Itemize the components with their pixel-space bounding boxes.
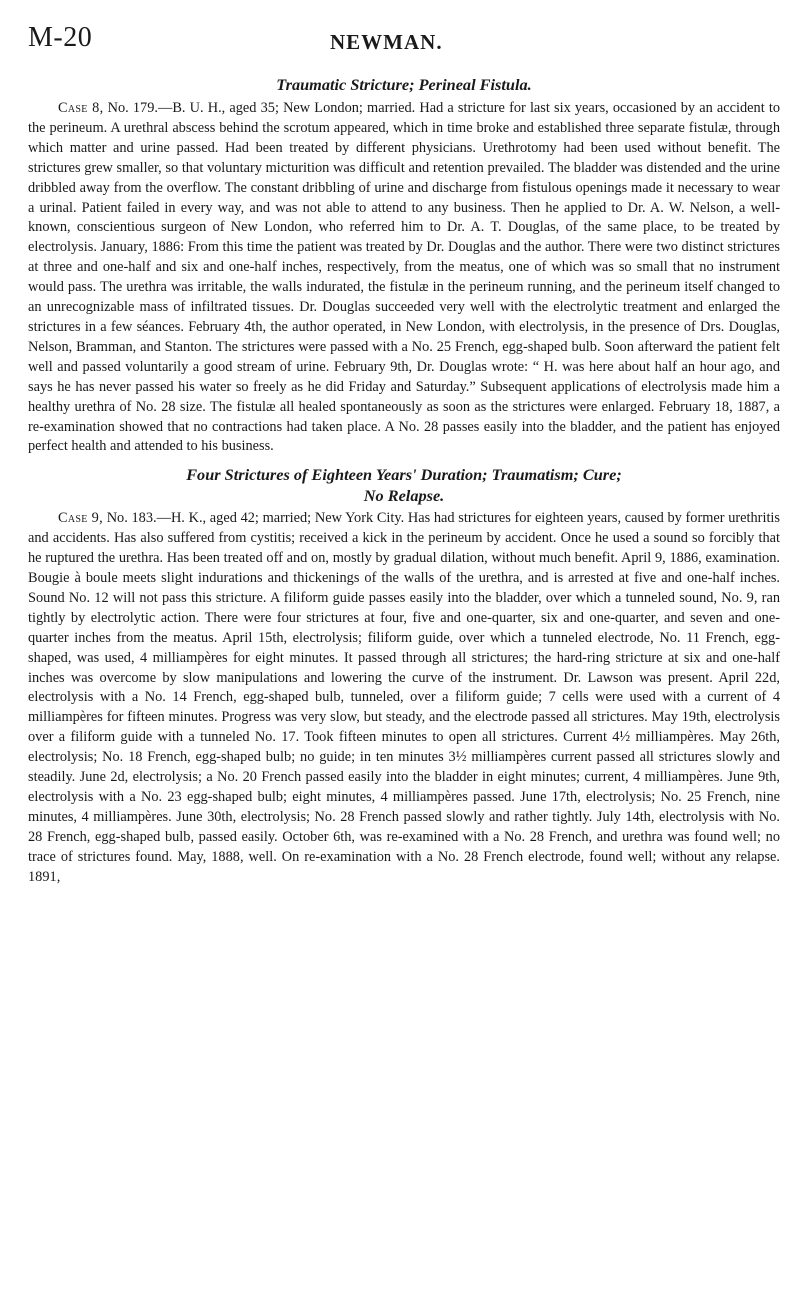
section-subtitle: No Relapse.: [363, 485, 445, 505]
case-body: No. 179.—B. U. H., aged 35; New London; married. Had a stricture for last six years, occasioned by an accident to the perineum. A urethral abscess behind the scrotum appeared, which in time broke and established three separate fistulæ, through which matter and urine passed. Had been treated by different physicians. Urethrotomy had been used without benefit. The strictures grew smaller, so that voluntary micturition was difficult and retention prevailed. The bladder was distended and the urine dribbled away from the overflow. The constant dribbling of urine and discharge from fistulous openings made it necessary to wear a urinal. Patient failed in every way, and was not able to attend to any business. Then he applied to Dr. A. W. Nelson, a well-known, conscientious surgeon of New London, who referred him to Dr. A. T. Douglas, of the same place, to be treated by electrolysis. January, 1886: From this time the patient was treated by Dr. Douglas and the author. There were two distinct strictures at three and one-half and six and one-half inches, respectively, from the meatus, one of which was so small that no instrument would pass. The urethra was irritable, the walls indurated, the fistulæ in the perineum running, and the perineum itself changed to an unrecognizable mass of infiltrated tissues. Dr. Douglas succeeded very well with the electrolytic treatment and enlarged the strictures in a few séances. February 4th, the author operated, in New London, with electrolysis, in the presence of Drs. Douglas, Nelson, Bramman, and Stanton. The strictures were passed with a No. 25 French, egg-shaped bulb. Soon afterward the patient felt well and passed voluntarily a good stream of urine. February 9th, Dr. Douglas wrote: “ H. was here about half an hour ago, and says he has never passed his water so freely as he did Friday and Saturday.” Subsequent applications of electrolysis made him a healthy urethra of No. 28 size. The fistulæ all healed spontaneously as soon as the strictures were enlarged. February 18, 1887, a re-examination showed that no contractions had taken place. A No. 28 passes easily into the bladder, and the patient has enjoyed perfect health and attended to his business.: [28, 100, 780, 455]
case-label: Case 9,: [58, 510, 104, 527]
section-title-line: Four Strictures of Eighteen Years' Duration; Traumatism; Cure;: [186, 465, 622, 485]
section-title: [28, 465, 780, 506]
case-body: No. 183.—H. K., aged 42; married; New York City. Has had strictures for eighteen years, caused by former urethritis and accidents. Has also suffered from cystitis; received a kick in the perineum by accident. Once he used a sound so forcibly that he ruptured the urethra. Has been treated off and on, mostly by gradual dilation, without much benefit. April 9, 1886, examination. Bougie à boule meets slight indurations and thickenings of the walls of the urethra, and is arrested at five and one-half inches. Sound No. 12 will not pass this stricture. A filiform guide passes easily into the bladder, over which a tunneled sound, No. 9, ran tightly by electrolytic action. There were four strictures at four, five and one-quarter, six and one-quarter, and seven and one-quarter inches from the meatus. April 15th, electrolysis; filiform guide, over which a tunneled electrode, No. 11 French, egg-shaped, was used, 4 milliampères for eight minutes. It passed through all strictures; the hard-ring stricture at six and one-half inches was overcome by slow manipulations and lowering the curve of the instrument. Dr. Lawson was present. April 22d, electrolysis with a No. 14 French, egg-shaped bulb, tunneled, over a filiform guide; 7 cells were used with a current of 4 milliampères for fifteen minutes. Progress was very slow, but steady, and the electrode passed all strictures. May 19th, electrolysis over a filiform guide with a tunneled No. 17. Took fifteen minutes to open all strictures. Current 4½ milliampères. May 26th, electrolysis; No. 18 French, egg-shaped bulb; no guide; in ten minutes 3½ milliampères current passed all strictures slowly and steadily. June 2d, electrolysis; a No. 20 French passed easily into the bladder in eight minutes; current, 4 milliampères. June 9th, electrolysis with a No. 23 egg-shaped bulb; eight minutes, 4 milliampères passed. June 17th, electrolysis; No. 25 French, nine minutes, 4 milliampères. June 30th, electrolysis; No. 28 French passed slowly and rather tightly. July 14th, electrolysis with No. 28 French, egg-shaped bulb, passed easily. October 6th, was re-examined with a No. 28 French, and urethra was found well; no trace of strictures found. May, 1888, well. On re-examination with a No. 28 French electrode, found well; without any relapse. 1891,: [28, 510, 780, 885]
case-8-section: [28, 74, 780, 457]
running-head: NEWMAN.: [330, 30, 443, 54]
section-title: Traumatic Stricture; Perineal Fistula.: [276, 75, 532, 94]
case-paragraph: [28, 509, 780, 887]
case-paragraph: [28, 99, 780, 457]
page-number: M-20: [28, 22, 93, 53]
case-label: Case 8,: [58, 100, 104, 116]
page-header: [28, 22, 780, 56]
case-9-section: [28, 465, 780, 887]
